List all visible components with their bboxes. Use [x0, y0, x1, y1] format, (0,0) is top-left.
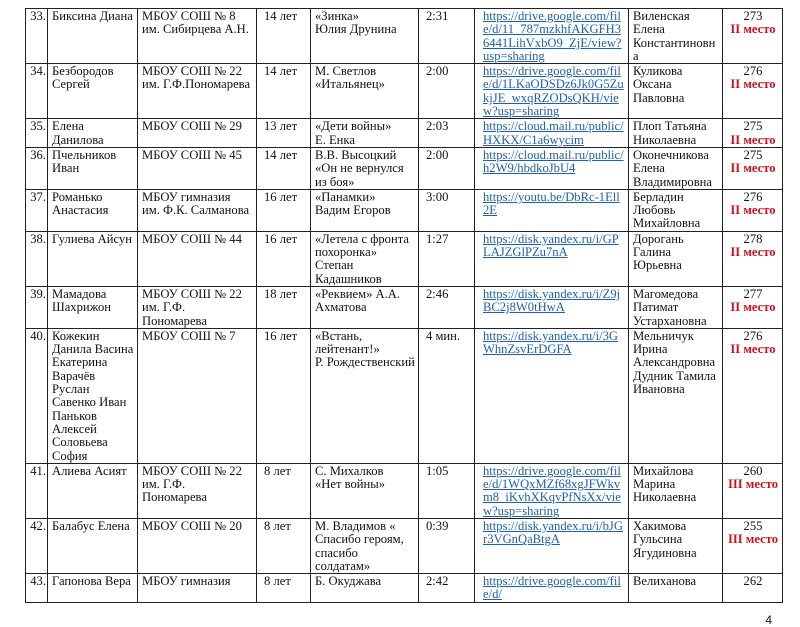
participant-name-cell [48, 463, 138, 518]
school-name-cell [138, 189, 257, 231]
school-name-cell [138, 518, 257, 573]
row-number-cell [26, 189, 48, 231]
video-link-cell [475, 518, 629, 573]
score: 273 [743, 9, 763, 23]
teacher-name-cell [629, 518, 723, 573]
participant-age-cell [257, 574, 311, 603]
row-number-cell [26, 286, 48, 328]
performed-work: «Летела с фронта похоронка» Степан Кадашников [315, 231, 409, 286]
teacher-name-cell [629, 328, 723, 463]
score: 275 [743, 147, 763, 162]
school-name-cell [138, 328, 257, 463]
participant-name: Алиева Асият [52, 463, 127, 478]
teacher-name: Мельничук Ирина Александровна Дудник Тамила Ивановна [633, 328, 716, 397]
table-row [26, 286, 783, 328]
score-cell [723, 119, 783, 148]
participant-name: Гапонова Вера [52, 574, 131, 589]
duration: 4 мин. [426, 328, 461, 343]
participant-name: Пчельников Иван [52, 147, 117, 176]
video-link-cell [475, 328, 629, 463]
table-row [26, 189, 783, 231]
teacher-name: Куликова Оксана Павловна [633, 64, 685, 105]
score: 260 [743, 463, 763, 478]
video-link[interactable]: https://cloud.mail.ru/public/HXKX/C1a6wycim [483, 119, 624, 147]
school-name: МБОУ гимназия [142, 574, 231, 589]
table-row [26, 64, 783, 119]
place-label: II место [730, 203, 776, 218]
participant-name-cell [48, 231, 138, 286]
page-number: 4 [765, 612, 772, 627]
teacher-name: Хакимова Гульсина Ягудиновна [633, 518, 697, 560]
school-name: МБОУ СОШ № 7 [142, 328, 236, 343]
row-number: 37. [30, 189, 46, 204]
performed-work-cell [311, 147, 419, 189]
video-link-cell [475, 463, 629, 518]
school-name-cell [138, 231, 257, 286]
participant-age-cell [257, 189, 311, 231]
table-row [26, 147, 783, 189]
duration-cell [419, 463, 475, 518]
performed-work-cell [311, 189, 419, 231]
participant-age: 14 лет [264, 147, 298, 162]
school-name-cell [138, 286, 257, 328]
video-link-cell [475, 119, 629, 148]
row-number-cell [26, 147, 48, 189]
duration-cell [419, 574, 475, 603]
participant-age-cell [257, 518, 311, 573]
school-name-cell [138, 463, 257, 518]
duration: 2:00 [426, 64, 449, 79]
teacher-name: Дорогань Галина Юрьевна [633, 231, 684, 273]
participant-age-cell [257, 463, 311, 518]
participant-name-cell [48, 328, 138, 463]
teacher-name: Оконечникова Елена Владимировна [633, 147, 712, 189]
teacher-name-cell [629, 286, 723, 328]
duration-cell [419, 518, 475, 573]
performed-work: С. Михалков «Нет войны» [315, 463, 386, 492]
participant-age: 18 лет [264, 286, 298, 301]
participant-name: Романько Анастасия [52, 189, 109, 218]
performed-work-cell [311, 328, 419, 463]
row-number-cell [26, 518, 48, 573]
participant-age-cell [257, 328, 311, 463]
performed-work: М. Светлов «Итальянец» [315, 64, 385, 92]
place-label: II место [730, 342, 776, 357]
participant-name: Биксина Диана [52, 9, 133, 23]
participant-age: 14 лет [264, 9, 298, 23]
teacher-name-cell [629, 189, 723, 231]
teacher-name: Виленская Елена Константиновна [633, 9, 716, 63]
place-label: II место [730, 22, 776, 37]
teacher-name: Магомедова Патимат Устархановна [633, 286, 707, 328]
participant-name-cell [48, 574, 138, 603]
teacher-name: Велиханова [633, 574, 697, 589]
participant-age-cell [257, 9, 311, 64]
video-link[interactable]: https://drive.google.com/file/d/1LKaODSDz6Jk0G5ZukjJE_wxqRZODsQKH/view?usp=sharing [483, 64, 624, 119]
duration: 1:05 [426, 463, 449, 478]
performed-work-cell [311, 574, 419, 603]
table-row [26, 328, 783, 463]
row-number: 41. [30, 463, 46, 478]
video-link-cell [475, 574, 629, 603]
duration: 2:00 [426, 147, 449, 162]
table-row [26, 463, 783, 518]
duration: 0:39 [426, 518, 449, 533]
teacher-name: Берладин Любовь Михайловна [633, 189, 701, 231]
video-link-cell [475, 286, 629, 328]
score: 255 [743, 518, 763, 533]
participant-name-cell [48, 518, 138, 573]
table-row [26, 518, 783, 573]
row-number-cell [26, 574, 48, 603]
participant-name-cell [48, 119, 138, 148]
school-name: МБОУ СОШ № 29 [142, 119, 242, 134]
school-name-cell [138, 64, 257, 119]
place-label: II место [730, 245, 776, 260]
score: 276 [743, 189, 763, 204]
duration-cell [419, 119, 475, 148]
performed-work-cell [311, 231, 419, 286]
table-row [26, 9, 783, 64]
score-cell [723, 231, 783, 286]
participant-age: 8 лет [264, 463, 291, 478]
performed-work: «Панамки» Вадим Егоров [315, 189, 391, 218]
participant-age-cell [257, 286, 311, 328]
video-link[interactable]: https://youtu.be/DbRc-1Ell2E [483, 189, 620, 218]
participant-age: 13 лет [264, 119, 298, 134]
video-link[interactable]: https://disk.yandex.ru/i/GPLAJZGlPZu7nA [483, 231, 619, 260]
score-cell [723, 518, 783, 573]
video-link[interactable]: https://cloud.mail.ru/public/h2W9/hbdkoJbU4 [483, 147, 624, 176]
performed-work-cell [311, 286, 419, 328]
teacher-name-cell [629, 9, 723, 64]
participant-age-cell [257, 147, 311, 189]
video-link-cell [475, 189, 629, 231]
teacher-name-cell [629, 463, 723, 518]
row-number-cell [26, 9, 48, 64]
participant-name: Мамадова Шахрижон [52, 286, 112, 315]
score-cell [723, 463, 783, 518]
teacher-name-cell [629, 231, 723, 286]
row-number: 33. [30, 9, 46, 23]
place-label: III место [727, 477, 779, 492]
row-number-cell [26, 119, 48, 148]
participant-name: Балабус Елена [52, 518, 130, 533]
teacher-name-cell [629, 574, 723, 603]
video-link[interactable]: https://disk.yandex.ru/i/bJGr3VGnQaBtgA [483, 518, 623, 547]
participant-name-cell [48, 286, 138, 328]
place-label: II место [730, 161, 776, 176]
teacher-name-cell [629, 147, 723, 189]
participant-name-cell [48, 189, 138, 231]
performed-work-cell [311, 64, 419, 119]
row-number: 42. [30, 518, 46, 533]
place-label: II место [730, 77, 776, 92]
score: 275 [743, 119, 763, 134]
participant-age: 8 лет [264, 518, 291, 533]
video-link[interactable]: https://drive.google.com/file/d/ [483, 574, 621, 602]
table-row [26, 231, 783, 286]
score-cell [723, 328, 783, 463]
participant-age: 16 лет [264, 189, 298, 204]
duration-cell [419, 64, 475, 119]
duration: 2:46 [426, 286, 449, 301]
participant-age-cell [257, 64, 311, 119]
video-link-cell [475, 64, 629, 119]
duration-cell [419, 9, 475, 64]
participant-name: Кожекин Данила Васина Екатерина Варачёв Руслан Савенко Иван Паньков Алексей Соловьева София [52, 328, 134, 463]
score-cell [723, 574, 783, 603]
participant-age: 16 лет [264, 231, 298, 246]
row-number-cell [26, 231, 48, 286]
duration: 2:31 [426, 9, 449, 23]
school-name: МБОУ СОШ № 45 [142, 147, 242, 162]
participant-age-cell [257, 119, 311, 148]
row-number: 39. [30, 286, 46, 301]
participant-name-cell [48, 147, 138, 189]
score: 278 [743, 231, 763, 246]
performed-work: «Дети войны» Е. Енка [315, 119, 392, 147]
video-link[interactable]: https://disk.yandex.ru/i/3GWhnZsvErDGFA [483, 328, 619, 357]
school-name: МБОУ СОШ № 22 им. Г.Ф. Пономарева [142, 286, 242, 328]
duration: 2:03 [426, 119, 449, 134]
participant-name: Елена Данилова [52, 119, 104, 147]
row-number: 34. [30, 64, 46, 79]
school-name: МБОУ СОШ № 22 им. Г.Ф.Пономарева [142, 64, 251, 92]
video-link[interactable]: https://disk.yandex.ru/i/Z9jBC2j8W0tHwA [483, 286, 621, 315]
score-cell [723, 64, 783, 119]
row-number-cell [26, 64, 48, 119]
video-link[interactable]: https://drive.google.com/file/d/1WQxMZf68xgJFWkvm8_iKvhXKqvPfNsXx/view?usp=sharing [483, 463, 621, 518]
duration-cell [419, 189, 475, 231]
participant-name: Гулиева Айсун [52, 231, 132, 246]
row-number: 43. [30, 574, 46, 589]
duration-cell [419, 328, 475, 463]
score-cell [723, 9, 783, 64]
teacher-name-cell [629, 64, 723, 119]
duration: 2:42 [426, 574, 449, 589]
teacher-name: Плоп Татьяна Николаевна [633, 119, 707, 147]
table-row [26, 119, 783, 148]
performed-work-cell [311, 9, 419, 64]
participant-age: 16 лет [264, 328, 298, 343]
performed-work-cell [311, 518, 419, 573]
participant-name: Безбородов Сергей [52, 64, 114, 92]
row-number: 35. [30, 119, 46, 134]
video-link[interactable]: https://drive.google.com/file/d/11_787mzkhfAKGFH36441LihVxbO9_ZjE/view?usp=sharing [483, 9, 622, 63]
duration: 3:00 [426, 189, 449, 204]
score-cell [723, 286, 783, 328]
duration-cell [419, 147, 475, 189]
school-name: МБОУ СОШ № 20 [142, 518, 242, 533]
performed-work-cell [311, 119, 419, 148]
place-label: III место [727, 532, 779, 547]
performed-work: «Реквием» А.А. Ахматова [315, 286, 401, 315]
school-name: МБОУ СОШ № 22 им. Г.Ф. Пономарева [142, 463, 242, 505]
performed-work: Б. Окуджава [315, 574, 382, 589]
school-name-cell [138, 119, 257, 148]
table-row [26, 574, 783, 603]
row-number-cell [26, 463, 48, 518]
video-link-cell [475, 9, 629, 64]
place-label: II место [730, 300, 776, 315]
place-label: II место [730, 132, 776, 147]
score-cell [723, 189, 783, 231]
video-link-cell [475, 147, 629, 189]
row-number: 40. [30, 328, 46, 343]
participant-age: 14 лет [264, 64, 298, 79]
video-link-cell [475, 231, 629, 286]
participants-table [25, 8, 783, 603]
performed-work: «Встань, лейтенант!» Р. Рождественский [315, 328, 415, 370]
performed-work: «Зинка» Юлия Друнина [315, 9, 397, 37]
score: 276 [743, 328, 763, 343]
score: 262 [743, 574, 763, 589]
score-cell [723, 147, 783, 189]
row-number-cell [26, 328, 48, 463]
school-name: МБОУ СОШ № 8 им. Сибирцева А.Н. [142, 9, 249, 37]
duration-cell [419, 231, 475, 286]
school-name-cell [138, 147, 257, 189]
participant-name-cell [48, 64, 138, 119]
score: 276 [743, 64, 763, 79]
row-number: 36. [30, 147, 46, 162]
row-number: 38. [30, 231, 46, 246]
participant-name-cell [48, 9, 138, 64]
performed-work: В.В. Высоцкий «Он не вернулся из боя» [315, 147, 404, 189]
duration-cell [419, 286, 475, 328]
participant-age: 8 лет [264, 574, 291, 589]
duration: 1:27 [426, 231, 449, 246]
score: 277 [743, 286, 763, 301]
performed-work-cell [311, 463, 419, 518]
teacher-name: Михайлова Марина Николаевна [633, 463, 697, 505]
teacher-name-cell [629, 119, 723, 148]
school-name: МБОУ гимназия им. Ф.К. Салманова [142, 189, 250, 218]
school-name: МБОУ СОШ № 44 [142, 231, 242, 246]
performed-work: М. Владимов « Спасибо героям, спасибо солдатам» [315, 518, 404, 573]
participant-age-cell [257, 231, 311, 286]
school-name-cell [138, 9, 257, 64]
school-name-cell [138, 574, 257, 603]
